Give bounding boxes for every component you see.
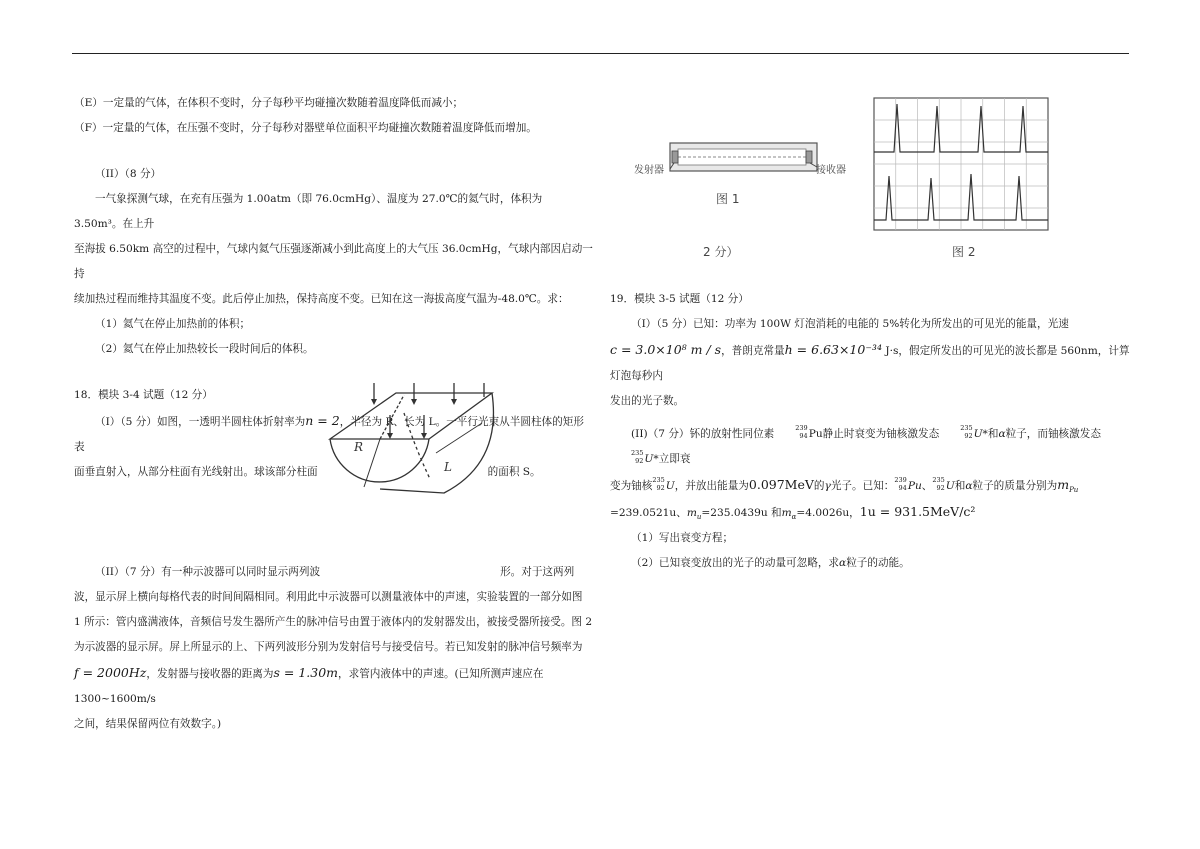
q19-part2-text-h: 的	[813, 480, 825, 492]
pu-isotope-numbers	[774, 424, 807, 440]
mass-u-symbol: m	[686, 507, 697, 519]
q18-part1-text-a: （I）（5 分）如图，一透明半圆柱体折射率为	[95, 416, 306, 428]
u-excited-symbol-2: U*	[644, 453, 659, 465]
alpha-symbol-3: α	[839, 557, 847, 569]
mass-u-value: =235.0439u 和	[701, 507, 782, 519]
q18-part2-text-f: ，发射器与接收器的距离为	[146, 668, 274, 680]
q19-part2-text-e: 立即衰	[658, 453, 691, 465]
q19-sub-question-2-b: 粒子的动能。	[846, 557, 910, 569]
q17-part2-heading: （II）（8 分）	[95, 168, 162, 180]
q19-part2-text-c: 和	[987, 428, 999, 440]
length-label: L	[444, 460, 452, 474]
q18-part2-text-g: ，求管内液体中的声速。(已知所测声速应在 1300~1600m/s	[74, 668, 544, 705]
light-speed-formula: c = 3.0×10⁸ m / s	[610, 342, 722, 357]
q19-sub-question-2-a: （2）已知衰变放出的光子的动量可忽略，求	[631, 557, 840, 569]
mass-pu-symbol: m	[1057, 477, 1070, 492]
radius-label: R	[354, 440, 364, 454]
q18-part1-text-d: 的面积 S。	[487, 466, 541, 478]
figure-2-caption: 图 2	[952, 245, 976, 259]
q19-part1-text-1: （I）（5 分）已知：功率为 100W 灯泡消耗的电能的 5%转化为所发出的可见光的能量，光速	[631, 318, 1069, 330]
q17-part2-text-2: 至海拔 6.50km 高空的过程中，气球内氦气压强逐渐减小到此高度上的大气压 36.0cmHg，气球内部因启动一持	[74, 243, 593, 280]
q17-sub-question-2: （2）氦气在停止加热较长一段时间后的体积。	[95, 343, 314, 355]
figure-2-oscilloscope	[870, 96, 1052, 262]
q18-part2-text-b: 形。对于这两列	[500, 566, 575, 578]
u-excited-symbol: U*	[973, 428, 988, 440]
score-note: 2 分）	[703, 245, 739, 259]
header-rule	[72, 53, 1129, 54]
figure-1-caption: 图 1	[716, 192, 740, 206]
q17-sub-question-1: （1）氦气在停止加热前的体积；	[95, 318, 251, 330]
receiver-label: 接收器	[816, 165, 846, 176]
q19-part1-text-2	[610, 337, 1130, 389]
option-f: （F）一定量的气体，在压强不变时，分子每秒对器壁单位面积平均碰撞次数随着温度降低而增加。	[74, 122, 537, 134]
q19-part1-text-3: 发出的光子数。	[610, 395, 685, 407]
frequency-formula: f = 2000Hz	[74, 665, 147, 680]
figure-1-tube	[630, 133, 850, 213]
u-atomic-number-2: 92	[635, 457, 644, 465]
q19-part2-text-f: 变为铀核	[610, 480, 653, 492]
mass-alpha-subscript: α	[791, 513, 797, 522]
atomic-mass-unit-energy: 1u = 931.5MeV/c²	[859, 504, 976, 519]
half-cylinder-figure	[324, 383, 502, 495]
q19-part2-text-b: 静止时衰变为铀核激发态	[822, 428, 940, 440]
u-atomic-number-4: 92	[936, 484, 945, 492]
alpha-symbol: α	[998, 428, 1006, 440]
mass-pu-subscript: Pu	[1069, 486, 1079, 495]
gamma-symbol: γ	[824, 480, 831, 492]
q18-part2-text-1	[74, 560, 594, 585]
pu-atomic-number-2: 94	[898, 484, 907, 492]
option-e: （E）一定量的气体，在体积不变时，分子每秒平均碰撞次数随着温度降低而减小；	[74, 97, 464, 109]
q18-part1-text-b: ，半径为 R、长为 L。一平行光束从半圆柱体的矩形表	[74, 416, 584, 453]
q19-sub-question-1: （1）写出衰变方程；	[631, 532, 734, 544]
pu-atomic-number: 94	[799, 432, 808, 440]
gamma-energy-value: 0.097MeV	[748, 477, 814, 492]
q19-part2-text-a: (II)（7 分）钚的放射性同位素	[631, 428, 775, 440]
planck-constant-formula: h = 6.63×10⁻³⁴	[784, 342, 882, 357]
refractive-index-formula: n = 2	[305, 413, 340, 428]
pu-mass-number-2: 239	[894, 476, 907, 484]
q19-part2-text-g: ，并放出能量为	[674, 480, 749, 492]
pu-symbol-2: Pu	[907, 480, 922, 492]
u-excited-isotope-numbers-2	[610, 449, 643, 465]
q19-sub-question-2	[610, 551, 1130, 576]
q18-heading: 18．模块 3-4 试题（12 分）	[74, 389, 213, 401]
q17-part2-text-3: 续加热过程而维持其温度不变。此后停止加热，保持高度不变。已知在这一海拔高度气温为-48.0℃。求：	[74, 293, 569, 305]
q18-part2-text-2: 波，显示屏上横向每格代表的时间间隔相同。利用此中示波器可以测量液体中的声速，实验装置的一部分如图	[74, 591, 583, 603]
q19-heading: 19．模块 3-5 试题（12 分）	[610, 293, 749, 305]
pu-isotope-numbers-2	[894, 476, 906, 492]
q19-part2-text-k: 粒子的质量分别为	[972, 480, 1058, 492]
u-isotope-numbers-2	[932, 476, 944, 492]
u-mass-number-2: 235	[631, 449, 644, 457]
q18-part2-text-5	[74, 660, 594, 712]
q18-part2-text-3: 1 所示：管内盛满液体，音频信号发生器所产生的脉冲信号由置于液体内的发射器发出，被接受器所接受。图 2	[74, 616, 593, 628]
q19-part2-text-i: 光子。已知：	[830, 480, 895, 492]
q19-part1-text-b: ，普朗克常量	[721, 345, 785, 357]
q18-part1-text-c: 面垂直射入，从部分柱面有光线射出。球该部分柱面	[74, 466, 318, 478]
mass-u-subscript: u	[696, 513, 702, 522]
q19-part1-text-c: ，假定所发出的可见光的波长都是 560nm，计算灯泡每秒内	[610, 345, 1130, 382]
q17-part2-text-1: 一气象探测气球，在充有压强为 1.00atm（即 76.0cmHg）、温度为 27.0℃的氦气时，体积为 3.50m³。在上升	[74, 193, 543, 230]
u-excited-isotope-numbers	[939, 424, 972, 440]
u-symbol: U	[665, 480, 675, 492]
q19-part2-text-2	[610, 472, 1130, 499]
q19-part2-text-d: 粒子，而铀核激发态	[1005, 428, 1101, 440]
alpha-symbol-2: α	[965, 480, 973, 492]
q19-part2-text-1	[610, 422, 1130, 472]
pu-mass-number: 239	[795, 424, 808, 432]
pu-symbol: Pu	[808, 428, 823, 440]
u-isotope-numbers	[652, 476, 664, 492]
q18-part2-text-a: （II）（7 分）有一种示波器可以同时显示两列波	[95, 566, 321, 578]
q18-part2-text-6: 之间，结果保留两位有效数字。)	[74, 718, 222, 730]
right-column	[610, 287, 1130, 576]
distance-formula: s = 1.30m	[273, 665, 339, 680]
mass-pu-value: =239.0521u、	[610, 507, 687, 519]
u-mass-number-3: 235	[652, 476, 665, 484]
u-atomic-number: 92	[964, 432, 973, 440]
q18-part2-text-4: 为示波器的显示屏。屏上所显示的上、下两列波形分别为发射信号与接受信号。若已知发射的脉冲信号频率为	[74, 641, 583, 653]
mass-alpha-value: =4.0026u，	[796, 507, 860, 519]
u-atomic-number-3: 92	[656, 484, 665, 492]
q19-part2-separator: 、	[921, 480, 933, 492]
q19-part2-text-3	[610, 499, 1130, 526]
u-mass-number: 235	[960, 424, 973, 432]
mass-alpha-symbol: m	[781, 507, 792, 519]
planck-unit: J·s	[885, 345, 899, 357]
q19-part2-text-c-2: 和	[954, 480, 966, 492]
u-mass-number-4: 235	[932, 476, 945, 484]
emitter-label: 发射器	[634, 165, 664, 176]
u-symbol-2: U	[945, 480, 955, 492]
